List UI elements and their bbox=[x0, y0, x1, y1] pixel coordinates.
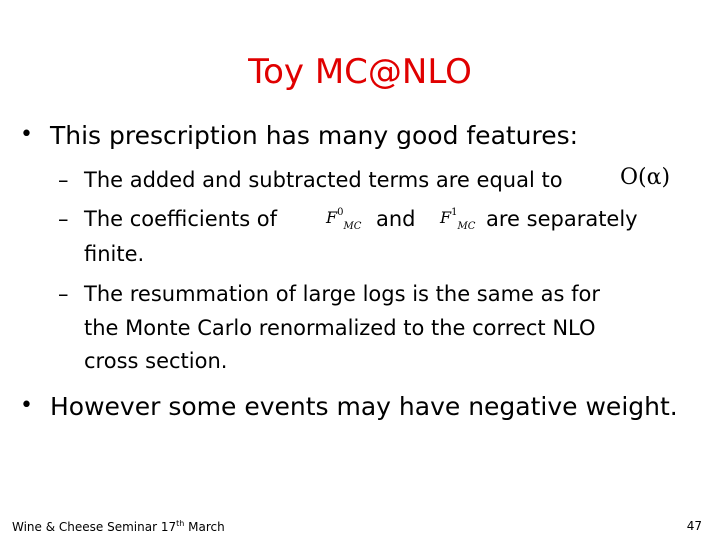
subitem-3-line-1: The resummation of large logs is the same as for bbox=[84, 282, 601, 306]
subitem-3-line-2: the Monte Carlo renormalized to the correct NLO bbox=[84, 316, 596, 340]
subitem-2-text-c: are separately bbox=[486, 207, 638, 231]
slide-title: Toy MC@NLO bbox=[248, 52, 472, 92]
dash-marker: – bbox=[58, 168, 69, 192]
bullet-marker: • bbox=[20, 393, 33, 418]
bullet-marker: • bbox=[20, 122, 33, 147]
f-mc-0-formula: $F^0_{MC}$ bbox=[326, 206, 362, 233]
footer-seminar-label: Wine & Cheese Seminar 17th March bbox=[12, 519, 225, 534]
bullet-2-text: However some events may have negative weight. bbox=[50, 392, 678, 421]
page-number: 47 bbox=[686, 519, 702, 533]
bullet-1-text: This prescription has many good features: bbox=[50, 121, 579, 150]
dash-marker: – bbox=[58, 282, 69, 306]
order-alpha-formula: O(α) bbox=[620, 165, 671, 190]
subitem-2-text-b: and bbox=[376, 207, 416, 231]
subitem-1-text: The added and subtracted terms are equal to bbox=[84, 168, 563, 192]
subitem-3-line-3: cross section. bbox=[84, 349, 228, 373]
subitem-2-text-a: The coefficients of bbox=[84, 207, 278, 231]
f-mc-1-formula: $F^1_{MC}$ bbox=[440, 206, 476, 233]
subitem-2-continuation: finite. bbox=[84, 242, 145, 266]
dash-marker: – bbox=[58, 207, 69, 231]
